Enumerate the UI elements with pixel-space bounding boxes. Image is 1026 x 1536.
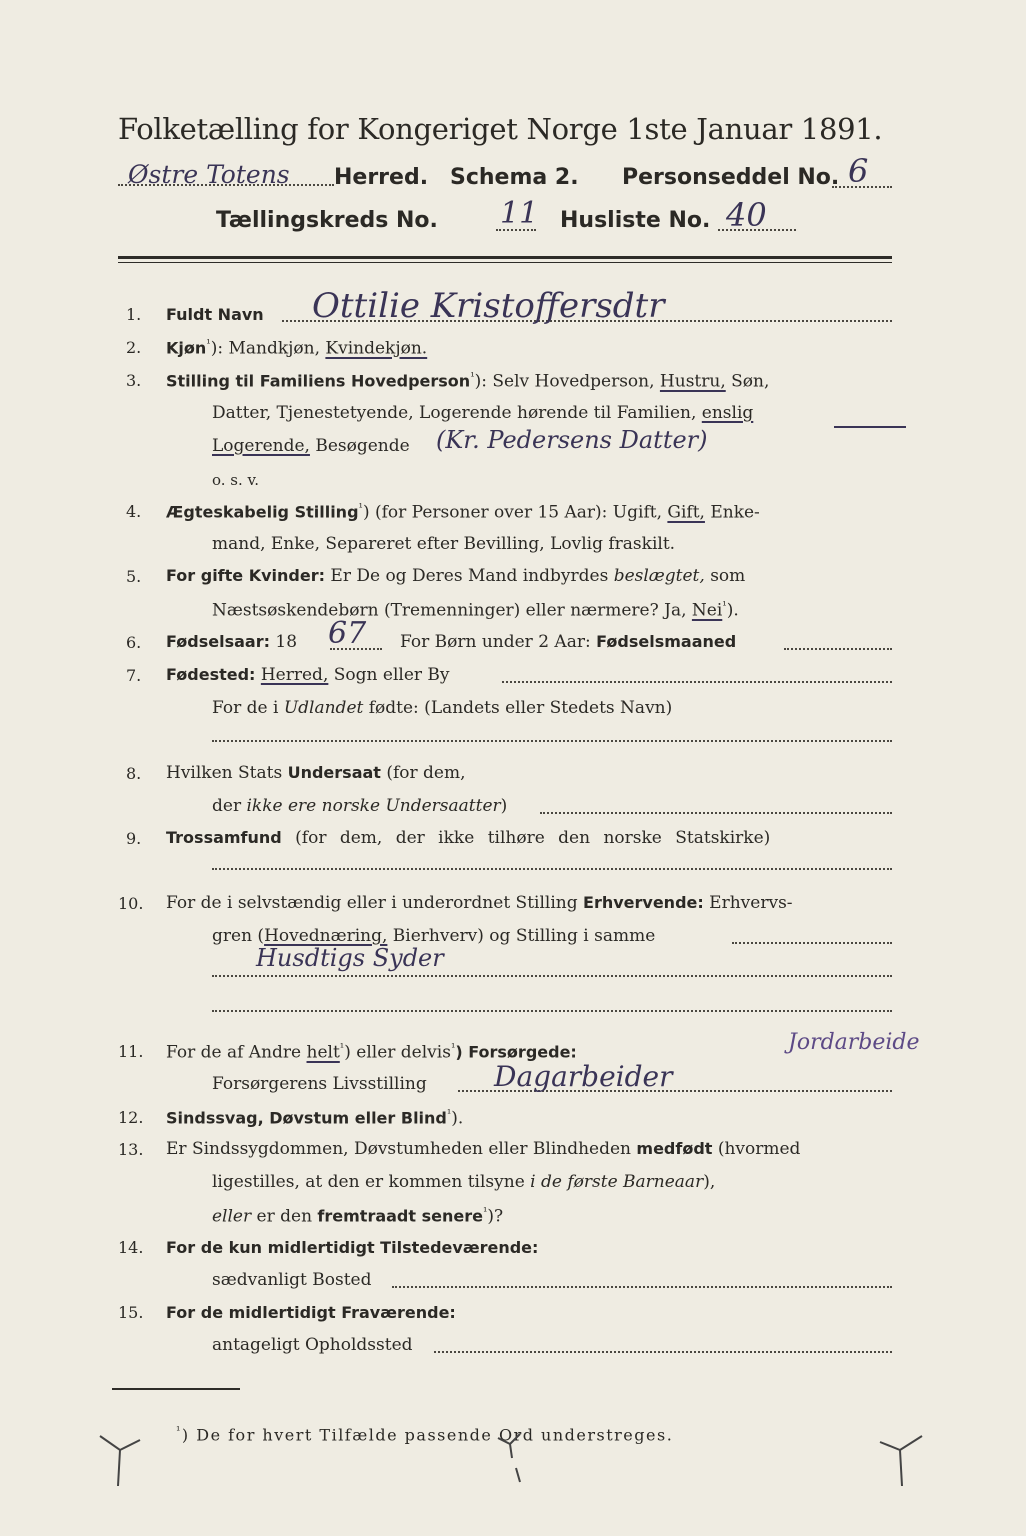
q2-sup: ¹: [206, 337, 211, 350]
footnote-sup: ¹: [176, 1424, 182, 1437]
q13-line2: [212, 1172, 715, 1192]
q8-line2-italic: ikke ere norske Undersaatter: [246, 796, 501, 816]
header-divider-thin: [118, 262, 892, 263]
q5-line2-text: Næstsøskendebørn (Tremenninger) eller nærmere? Ja,: [212, 600, 692, 621]
q4-number: 4.: [126, 502, 142, 521]
herred-handwriting: Østre Totens: [128, 160, 290, 189]
q7-number: 7.: [126, 666, 142, 685]
q7-udlandet: Udlandet: [283, 698, 364, 718]
q2-rest: ): Mandkjøn,: [210, 338, 326, 359]
q7-answer-line: [212, 740, 892, 742]
q7-line1-dots: [502, 681, 892, 683]
q7-label: Fødested:: [166, 665, 256, 684]
q10-handwriting: Husdtigs Syder: [256, 944, 444, 972]
registration-mark-left: [96, 1430, 146, 1490]
footnote-text: ) De for hvert Tilfælde passende Ord understreges.: [181, 1425, 674, 1445]
q6-line-rest: [400, 632, 736, 652]
q13-line3: [212, 1205, 503, 1227]
q7-line2-rest: fødte: (Landets eller Stedets Navn): [363, 698, 673, 718]
husliste-handwriting: 40: [726, 196, 767, 234]
q15-label: For de midlertidigt Fraværende:: [166, 1303, 456, 1322]
q9-answer-line: [212, 868, 892, 870]
q12-number: 12.: [118, 1108, 144, 1127]
q11-mid: ) eller delvis: [344, 1042, 451, 1063]
q10-answer-line2: [212, 1010, 892, 1012]
q5-nei-underlined: Nei: [691, 600, 723, 621]
q13-label: medfødt: [636, 1139, 713, 1158]
q3-hustru-underlined: Hustru,: [659, 371, 726, 392]
q3-line1-rest: ): Selv Hovedperson,: [474, 371, 660, 392]
q9-label: Trossamfund: [166, 828, 282, 847]
q5-som: som: [704, 566, 746, 586]
q9-line1: [166, 828, 770, 848]
q10-line2: [212, 926, 655, 946]
q11-sup1: ¹: [339, 1041, 345, 1054]
q3-handwriting: (Kr. Pedersens Datter): [436, 426, 708, 454]
q7-line2-pre: For de i: [212, 698, 284, 718]
q3-enslig-underlined: enslig: [701, 403, 754, 423]
header-divider: [118, 256, 892, 259]
q6-rest: For Børn under 2 Aar:: [400, 632, 597, 652]
q11-pre: For de af Andre: [166, 1042, 307, 1063]
q10-hovednaering-underlined: Hovednæring,: [264, 926, 388, 946]
q13-pre: Er Sindssygdommen, Døvstumheden eller Blindheden: [166, 1139, 637, 1159]
q4-line1-rest: ) (for Personer over 15 Aar): Ugift,: [362, 502, 668, 523]
q10-number: 10.: [118, 894, 144, 913]
footnote: [176, 1424, 673, 1444]
q8-line2: [212, 796, 507, 816]
q11-line2: Forsørgerens Livsstilling: [212, 1074, 427, 1094]
q15-number: 15.: [118, 1303, 144, 1322]
q3-line2-text: Datter, Tjenestetyende, Logerende hørende til Familien,: [212, 403, 702, 423]
q12-line: [166, 1107, 463, 1129]
q9-rest: (for dem, der ikke tilhøre den norske Statskirke): [281, 828, 771, 848]
q3-label: Stilling til Familiens Hovedperson: [166, 371, 471, 391]
q13-line2-italic: i de første Barneaar: [530, 1172, 704, 1192]
personseddel-label: Personseddel No.: [622, 165, 840, 190]
q14-label: For de kun midlertidigt Tilstedeværende:: [166, 1238, 539, 1257]
q13-line3-bold: fremtraadt senere: [317, 1206, 483, 1226]
q10-label: Erhvervende:: [583, 893, 704, 912]
q11-handwriting-1: Dagarbeider: [494, 1060, 673, 1093]
q12-sup: ¹: [446, 1107, 452, 1120]
q13-line3-end: )?: [487, 1206, 504, 1227]
q3-sup: ¹: [470, 370, 475, 383]
q12-end: ).: [451, 1108, 464, 1129]
q5-label: For gifte Kvinder:: [166, 566, 325, 585]
q5-line1-rest: Er De og Deres Mand indbyrdes: [325, 566, 614, 586]
q6-line: [166, 632, 297, 652]
q13-line2-end: ),: [703, 1172, 716, 1192]
q8-line2-pre: der: [212, 796, 247, 816]
q3-enslig-extra-stroke: [834, 426, 906, 428]
q11-label: ) Forsørgede:: [455, 1042, 577, 1062]
q10-line2-rest: Bierhverv) og Stilling i samme: [387, 926, 656, 946]
registration-mark-center: [490, 1428, 540, 1488]
q6-year-handwriting: 67: [328, 616, 367, 651]
q11-handwriting-2: Jordarbeide: [788, 1030, 920, 1055]
q8-line1: [166, 763, 466, 783]
q6-label: Fødselsaar:: [166, 632, 270, 651]
q3-logerende-underlined: Logerende,: [212, 436, 310, 456]
q10-answer-line1: [212, 975, 892, 977]
q2-text: [166, 337, 427, 359]
personseddel-handwriting: 6: [848, 152, 869, 190]
q8-pre: Hvilken Stats: [166, 763, 288, 783]
q14-answer-line: [392, 1286, 892, 1288]
herred-label: Herred.: [334, 165, 429, 190]
q13-sup: ¹: [482, 1205, 488, 1218]
q11-helt-underlined: helt: [306, 1042, 340, 1063]
registration-mark-right: [876, 1430, 926, 1490]
q11-number: 11.: [118, 1042, 144, 1061]
q5-number: 5.: [126, 567, 142, 586]
q14-number: 14.: [118, 1238, 144, 1257]
q4-label: Ægteskabelig Stilling: [166, 502, 359, 522]
q7-herred-underlined: Herred,: [260, 665, 329, 685]
q7-line2: [212, 698, 672, 718]
q5-sup: ¹: [722, 599, 727, 612]
q2-number: 2.: [126, 338, 142, 357]
kreds-label: Tællingskreds No.: [216, 208, 438, 233]
q8-answer-line: [540, 812, 892, 814]
schema-label: Schema 2.: [450, 165, 579, 190]
q8-line2-end: ): [500, 796, 508, 816]
q6-bold2: Fødselsmaaned: [596, 632, 737, 651]
q3-besogende: Besøgende: [309, 436, 410, 456]
q5-beslaegtet: beslægtet,: [613, 566, 705, 586]
q10-line2-pre: gren (: [212, 926, 265, 946]
q1-name-handwriting: Ottilie Kristoffersdtr: [312, 286, 665, 326]
q4-enke: Enke-: [704, 502, 760, 523]
q6-pre: 18: [270, 632, 298, 652]
q13-line2-pre: ligestilles, at den er kommen tilsyne: [212, 1172, 531, 1192]
q13-rest: (hvormed: [712, 1139, 801, 1159]
q8-label: Undersaat: [287, 763, 381, 782]
form-title: Folketælling for Kongeriget Norge 1ste Januar 1891.: [118, 112, 883, 146]
q4-line1: [166, 501, 760, 523]
q5-line1: [166, 566, 745, 586]
q10-line2-dots: [732, 942, 892, 944]
q6-month-line: [784, 648, 892, 650]
q12-label: Sindssvag, Døvstum eller Blind: [166, 1108, 447, 1128]
q4-gift-underlined: Gift,: [667, 502, 705, 523]
q13-line1: [166, 1139, 800, 1159]
q10-line1: [166, 893, 793, 913]
q13-line3-italic: eller: [212, 1206, 252, 1227]
q15-line2: antageligt Opholdssted: [212, 1335, 413, 1355]
q7-line1: [166, 665, 450, 685]
q6-year-line: [330, 648, 382, 650]
q1-label: Fuldt Navn: [166, 305, 264, 324]
q13-line3-mid: er den: [251, 1206, 318, 1227]
q14-line2: sædvanligt Bosted: [212, 1270, 372, 1290]
q3-son: Søn,: [725, 371, 770, 392]
q10-rest: Erhvervs-: [703, 893, 793, 913]
q4-sup: ¹: [358, 501, 363, 514]
footnote-divider: [112, 1388, 240, 1390]
kreds-handwriting: 11: [500, 196, 539, 231]
q3-line3: [212, 436, 410, 456]
q5-line2: [212, 599, 739, 621]
q4-line2: mand, Enke, Separeret efter Bevilling, Lovlig fraskilt.: [212, 534, 676, 554]
q11-sup2: ¹: [450, 1041, 456, 1054]
q1-number: 1.: [126, 305, 142, 324]
q15-answer-line: [434, 1351, 892, 1353]
q2-kvindekjon-underlined: Kvindekjøn.: [325, 338, 428, 359]
husliste-label: Husliste No.: [560, 208, 711, 233]
q9-number: 9.: [126, 829, 142, 848]
q8-number: 8.: [126, 764, 142, 783]
q3-number: 3.: [126, 371, 142, 390]
q6-number: 6.: [126, 633, 142, 652]
q5-nei-end: ).: [726, 600, 739, 621]
q2-label: Kjøn: [166, 338, 207, 358]
q3-line4: o. s. v.: [212, 471, 259, 489]
q7-rest: Sogn eller By: [328, 665, 450, 685]
q3-line1: [166, 370, 769, 392]
q8-rest: (for dem,: [380, 763, 466, 783]
q3-line2: [212, 403, 753, 423]
q10-pre: For de i selvstændig eller i underordnet Stilling: [166, 893, 584, 913]
q13-number: 13.: [118, 1140, 144, 1159]
